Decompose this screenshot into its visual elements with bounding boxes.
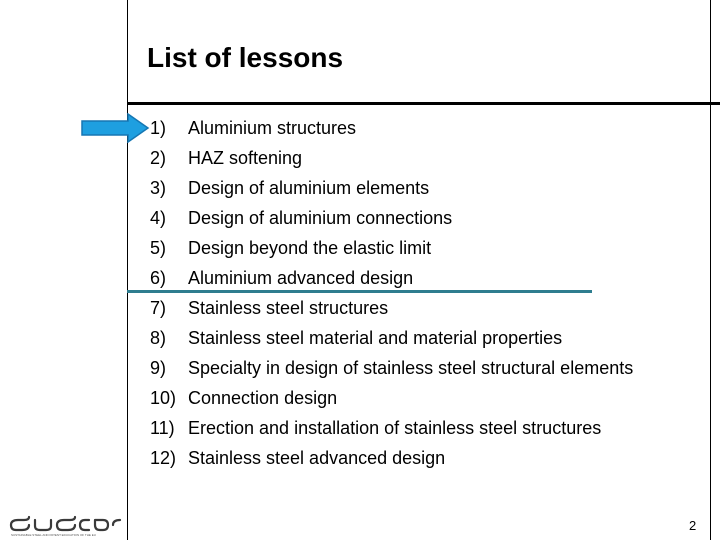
- lesson-number: 9): [150, 358, 167, 378]
- lesson-number: 8): [150, 328, 167, 348]
- lesson-number: 7): [150, 298, 167, 318]
- lesson-number: 6): [150, 268, 167, 288]
- lesson-label: Stainless steel structures: [188, 298, 389, 318]
- lesson-number: 11): [150, 418, 175, 438]
- lesson-label: Connection design: [188, 388, 338, 408]
- slide-title: List of lessons: [147, 42, 344, 73]
- left-vertical-rule: [127, 0, 128, 540]
- lesson-number: 5): [150, 238, 167, 258]
- sustos-logo: [5, 503, 123, 537]
- page-number: 2: [689, 518, 697, 533]
- svg-text:SUSTAINABLE STEEL AND PATENT E: SUSTAINABLE STEEL AND PATENT EDUCATION OF THE EU: [11, 533, 96, 537]
- lesson-label: HAZ softening: [188, 148, 303, 168]
- lesson-label: Design of aluminium connections: [188, 208, 453, 228]
- lesson-label: Stainless steel advanced design: [188, 448, 446, 468]
- lesson-number: 4): [150, 208, 167, 228]
- right-vertical-rule: [710, 0, 711, 540]
- lesson-label: Design beyond the elastic limit: [188, 238, 432, 258]
- lesson-label: Aluminium structures: [188, 118, 357, 138]
- section-separator: [127, 290, 592, 293]
- lesson-number: 10): [150, 388, 177, 408]
- lesson-label: Aluminium advanced design: [188, 268, 414, 288]
- lesson-label: Erection and installation of stainless steel structures: [188, 418, 602, 438]
- arrow-right-icon: [80, 113, 150, 143]
- lesson-label: Stainless steel material and material properties: [188, 328, 563, 348]
- lesson-number: 1): [150, 118, 167, 138]
- lesson-label: Specialty in design of stainless steel structural elements: [188, 358, 634, 378]
- lesson-number: 2): [150, 148, 167, 168]
- lesson-number: 3): [150, 178, 167, 198]
- title-underline: [127, 102, 720, 105]
- lesson-label: Design of aluminium elements: [188, 178, 430, 198]
- lesson-number: 12): [150, 448, 177, 468]
